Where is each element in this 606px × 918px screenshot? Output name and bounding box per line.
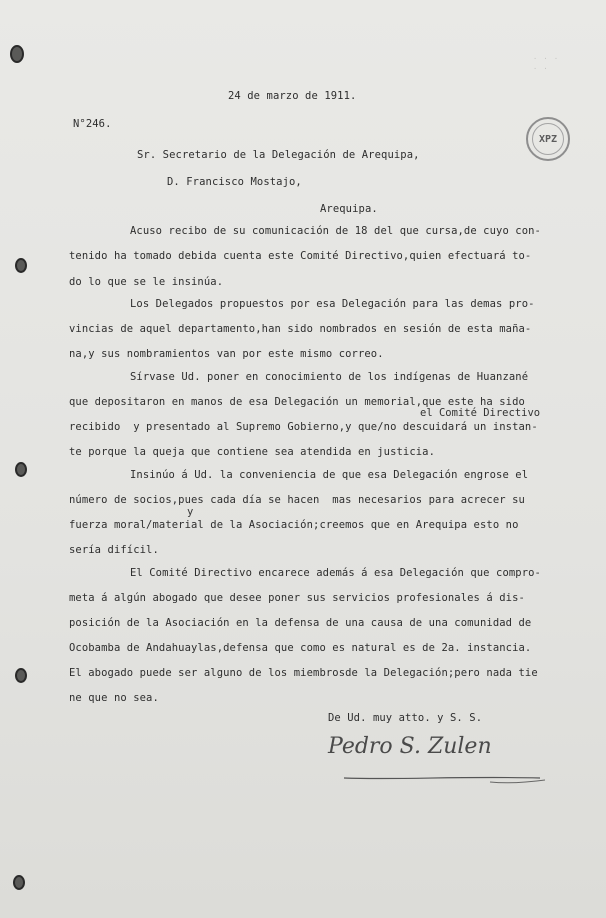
binder-hole-2	[15, 258, 27, 273]
letter-date: 24 de marzo de 1911.	[228, 90, 357, 102]
addressee-line-1: Sr. Secretario de la Delegación de Arequipa,	[137, 149, 420, 161]
body-line-18: Ocobamba de Andahuaylas,defensa que como es natural es de 2a. instancia.	[69, 642, 532, 654]
faint-archive-mark: · · · · ·	[533, 55, 560, 73]
stamp-initials: XPZ	[532, 123, 564, 155]
body-line-1: Acuso recibo de su comunicación de 18 del que cursa,de cuyo con-	[130, 225, 541, 237]
body-line-4: Los Delegados propuestos por esa Delegación para las demas pro-	[130, 298, 535, 310]
body-line-11: Insinúo á Ud. la conveniencia de que esa Delegación engrose el	[130, 469, 529, 481]
body-line-20: ne que no sea.	[69, 692, 159, 704]
letter-number: N°246.	[73, 118, 112, 130]
signature: Pedro S. Zulen	[328, 734, 492, 759]
binder-hole-3	[15, 462, 27, 477]
handwritten-insert-comite: el Comité Directivo	[420, 407, 541, 419]
body-line-7: Sírvase Ud. poner en conocimiento de los indígenas de Huanzané	[130, 371, 529, 383]
body-line-16: meta á algún abogado que desee poner sus servicios profesionales á dis-	[69, 592, 525, 604]
body-line-13: fuerza moral/material de la Asociación;creemos que en Arequipa esto no	[69, 519, 519, 531]
handwritten-insert-y: y	[187, 506, 194, 518]
body-line-5: vincias de aquel departamento,han sido nombrados en sesión de esta maña-	[69, 323, 532, 335]
body-line-2: tenido ha tomado debida cuenta este Comité Directivo,quien efectuará to-	[69, 250, 532, 262]
binder-hole-4	[15, 668, 27, 683]
archive-stamp	[526, 117, 570, 161]
binder-hole-5	[13, 875, 25, 890]
body-line-6: na,y sus nombramientos van por este mismo correo.	[69, 348, 384, 360]
addressee-line-3: Arequipa.	[320, 203, 378, 215]
addressee-line-2: D. Francisco Mostajo,	[167, 176, 302, 188]
body-line-19: El abogado puede ser alguno de los miembrosde la Delegación;pero nada tie	[69, 667, 538, 679]
letter-closing: De Ud. muy atto. y S. S.	[328, 712, 483, 724]
binder-hole-top	[10, 45, 24, 63]
body-line-3: do lo que se le insinúa.	[69, 276, 224, 288]
body-line-14: sería difícil.	[69, 544, 159, 556]
body-line-9: recibido y presentado al Supremo Gobierno,y que/no descuidará un instan-	[69, 421, 538, 433]
body-line-15: El Comité Directivo encarece además á esa Delegación que compro-	[130, 567, 541, 579]
body-line-12: número de socios,pues cada día se hacen mas necesarios para acrecer su	[69, 494, 525, 506]
body-line-10: te porque la queja que contiene sea atendida en justicia.	[69, 446, 436, 458]
body-line-8: que depositaron en manos de esa Delegación un memorial,que este ha sido	[69, 396, 525, 408]
body-line-17: posición de la Asociación en la defensa de una causa de una comunidad de	[69, 617, 532, 629]
